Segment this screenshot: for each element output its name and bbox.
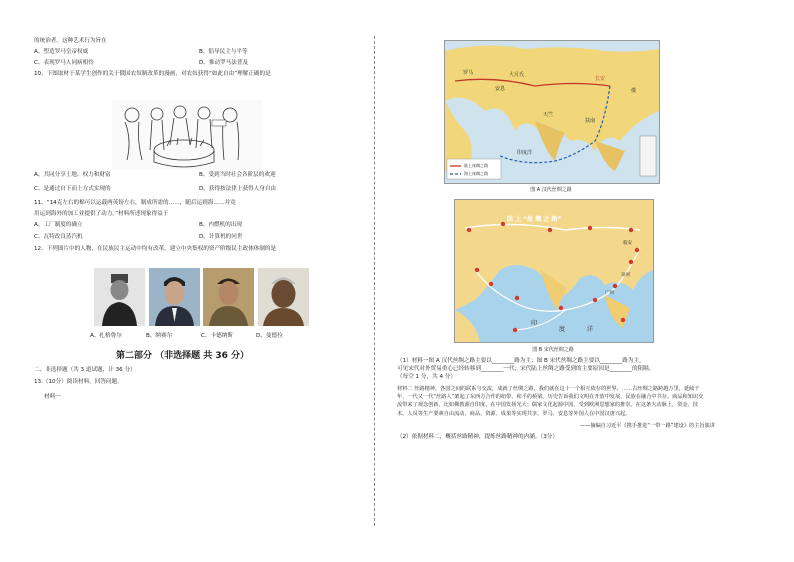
label-guangzhou: 广州	[605, 291, 614, 296]
option-c: C、是通过自下而上方式实现的	[34, 186, 111, 192]
quote-source: ——摘编自习近平《携手推进“一带一路”建设》的主旨演讲	[579, 422, 715, 429]
q9-options-row2	[34, 60, 364, 67]
q10-stem: 10、下图取材于某学生创作的关于俄国农奴制改革的漫画，对农奴获得“如此自由”理解正确的是	[34, 71, 271, 77]
label-rome: 罗马	[463, 70, 474, 76]
q11-options-row1	[34, 222, 364, 229]
map-b-caption: 图 B 宋代丝绸之路	[532, 347, 574, 353]
right-text-block	[397, 357, 715, 441]
label-anxi: 安息	[495, 86, 506, 92]
q10-options-row2	[34, 186, 364, 193]
label-quanzhou: 泉州	[621, 273, 630, 278]
q11-stem-line2: 用运到海外的加工业提供了动力。”材料所述现象得益于	[34, 211, 169, 217]
portrait-cardenas	[203, 268, 254, 326]
q12-options	[34, 333, 364, 401]
option-d: D、获得按法律上获得人身自由	[199, 186, 277, 192]
option-a: A、共同分享土地、权力和财富	[34, 172, 111, 178]
q11-options-row2	[34, 234, 364, 241]
option-b: B、倡导民主与平等	[199, 49, 248, 55]
option-a: A、工厂制度的确立	[34, 222, 83, 228]
option-d: D、计算机的问世	[199, 234, 243, 240]
text-line: 的统治者。这种艺术行为旨在	[34, 38, 107, 44]
material-one-label: 材料一	[44, 394, 61, 400]
option-b: B、受到当时社会各阶层的欢迎	[199, 172, 276, 178]
portrait-zaghloul	[94, 268, 145, 326]
map-b-title: 陆 上 “丝 绸 之 路”	[507, 216, 562, 223]
sub-question-1-line3: （每空 1 分，共 4 分）	[397, 374, 456, 380]
sub-question-2: （2）依据材料二，概括丝路精神，提炼丝路精神的内涵。（3分）	[397, 433, 558, 440]
left-column	[34, 38, 364, 78]
legend-sea-route: 海上丝绸之路	[464, 171, 488, 176]
option-b: B、纳赛尔	[146, 333, 173, 339]
label-du: 度	[559, 326, 566, 333]
legend-land-route: 陆上丝绸之路	[464, 163, 488, 168]
q10-options-row1	[34, 172, 364, 179]
label-wo: 倭	[631, 88, 637, 94]
label-yuezhi: 大月氏	[509, 72, 525, 78]
q12-stem: 12、下列图片中的人物，在民族民主运动中均有改革，建立中央集权的资产阶级民主政体体制的是	[34, 246, 277, 252]
sub-question-1-line2: 可见宋代对外贸易重心已经转移到________一代；宋代陆上丝绸之路受到的主要原因是________的阻隔。	[397, 366, 655, 372]
han-silk-road-map	[444, 40, 660, 184]
q10-options	[34, 172, 364, 253]
option-a: A、塑造罗马皇帝权威	[34, 49, 89, 55]
option-c: C、瓦特改良蒸汽机	[34, 234, 83, 240]
option-b: B、内燃机的出现	[199, 222, 242, 228]
label-indian-ocean: 印度洋	[517, 150, 533, 156]
label-funan: 扶南	[585, 118, 596, 124]
option-a: A、扎格鲁尔	[90, 333, 122, 339]
q11-stem-line1: 11、“14克左右的棉可以运载两英镑左右，制成所需的……，随后运到海……并竟	[34, 200, 236, 206]
part-two-title: 第二部分 （非选择题 共 36 分）	[116, 351, 250, 361]
song-silk-road-map	[454, 199, 654, 343]
portrait-nasser	[149, 268, 200, 326]
option-c: C、卡德纳斯	[201, 333, 233, 339]
map-a-caption: 图 A 汉代丝绸之路	[530, 187, 572, 193]
material-two: 材料二 丝路精神。各国之间的联系与交流，成就了丝绸之路，我们就在这十一个相互依存的世界。……古丝绸之路跨越万里，延续千年，一代又一代“丝路人”架起了东西方合作的纽带、和平的桥梁。历史告诉我们文明在开放中发展，民族在融合中共存。商品和知识交流带来了观念创新，比如佛教源自印度，在中国发扬光大；儒家文化起源中国，受到欧洲思想家的推崇。在这条大动脉上，资金、技术、人员等生产要素自由流动，商品、资源、成果等实现共享，罗马、安息等外国人在中国汉唐兴起。	[397, 386, 704, 417]
option-d: D、推动罗马法普及	[199, 60, 249, 66]
serf-cartoon-image	[112, 100, 262, 170]
sub-question-1-line1: （1）材料一图 A 汉代丝绸之路主要以________路为主；图 B 宋代丝绸之路主要以________路为主，	[397, 358, 645, 364]
q13-stem: 13.（10分）阅读材料，回答问题。	[34, 379, 123, 385]
q12-options-row	[34, 333, 364, 340]
label-linan: 临安	[623, 241, 632, 246]
portrait-mandela	[258, 268, 309, 326]
label-tianzhu: 天竺	[543, 112, 554, 118]
section-heading: 二、非选择题（共 3 道试题，计 36 分）	[34, 367, 136, 373]
option-d: D、曼德拉	[256, 333, 283, 339]
option-c: C、表现罗马人同病相怜	[34, 60, 94, 66]
label-changan: 长安	[595, 76, 606, 82]
column-divider	[374, 36, 375, 526]
q9-options-row1	[34, 49, 364, 56]
label-yin: 印	[531, 320, 538, 327]
label-yang: 洋	[587, 326, 594, 333]
